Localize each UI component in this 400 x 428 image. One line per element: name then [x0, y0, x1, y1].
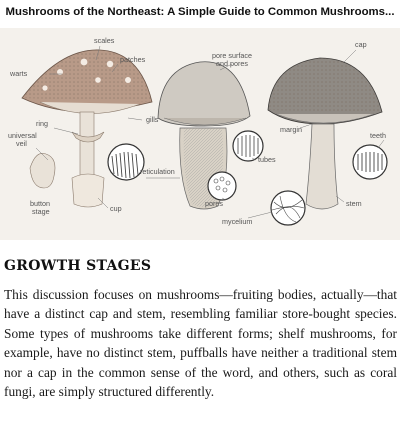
mushroom-anatomy-illustration [0, 28, 400, 240]
label-button-stage: button stage [30, 199, 50, 216]
label-cap: cap [355, 40, 367, 49]
label-pore-surface: pore surface and pores [212, 51, 252, 68]
label-patches: patches [120, 55, 146, 64]
label-pores: pores [205, 199, 223, 208]
label-gills: gills [146, 115, 159, 124]
label-mycelium: mycelium [222, 217, 253, 226]
label-universal-veil: universal veil [8, 131, 37, 148]
label-teeth: teeth [370, 131, 386, 140]
book-title: Mushrooms of the Northeast: A Simple Guide to Common Mushrooms... [5, 6, 395, 18]
label-ring: ring [36, 119, 48, 128]
button-stage-mushroom [30, 153, 55, 188]
label-cup: cup [110, 204, 122, 213]
label-reticulation: reticulation [140, 167, 175, 176]
label-scales: scales [94, 36, 115, 45]
pores-inset [208, 172, 236, 200]
teeth-inset [353, 145, 387, 179]
body-paragraph: This discussion focuses on mushrooms—fruiting bodies, actually—that have a distinct cap and stem, resembling familiar store-bought species. Some types of mushrooms take different forms; shelf mushrooms, for example, have no distinct stem, puffballs have neither a traditional stem nor a cap in the common sense of the word, and others, such as coral fungi, are simply structured differently. [4, 287, 397, 400]
section-heading: GROWTH STAGES [4, 258, 152, 274]
label-tubes: tubes [258, 155, 276, 164]
label-warts: warts [10, 69, 28, 78]
mushroom-anatomy-drawing [0, 28, 400, 240]
label-stem: stem [346, 199, 362, 208]
gills-inset [108, 144, 144, 180]
mycelium-inset [271, 191, 305, 225]
label-margin: margin [280, 125, 302, 134]
